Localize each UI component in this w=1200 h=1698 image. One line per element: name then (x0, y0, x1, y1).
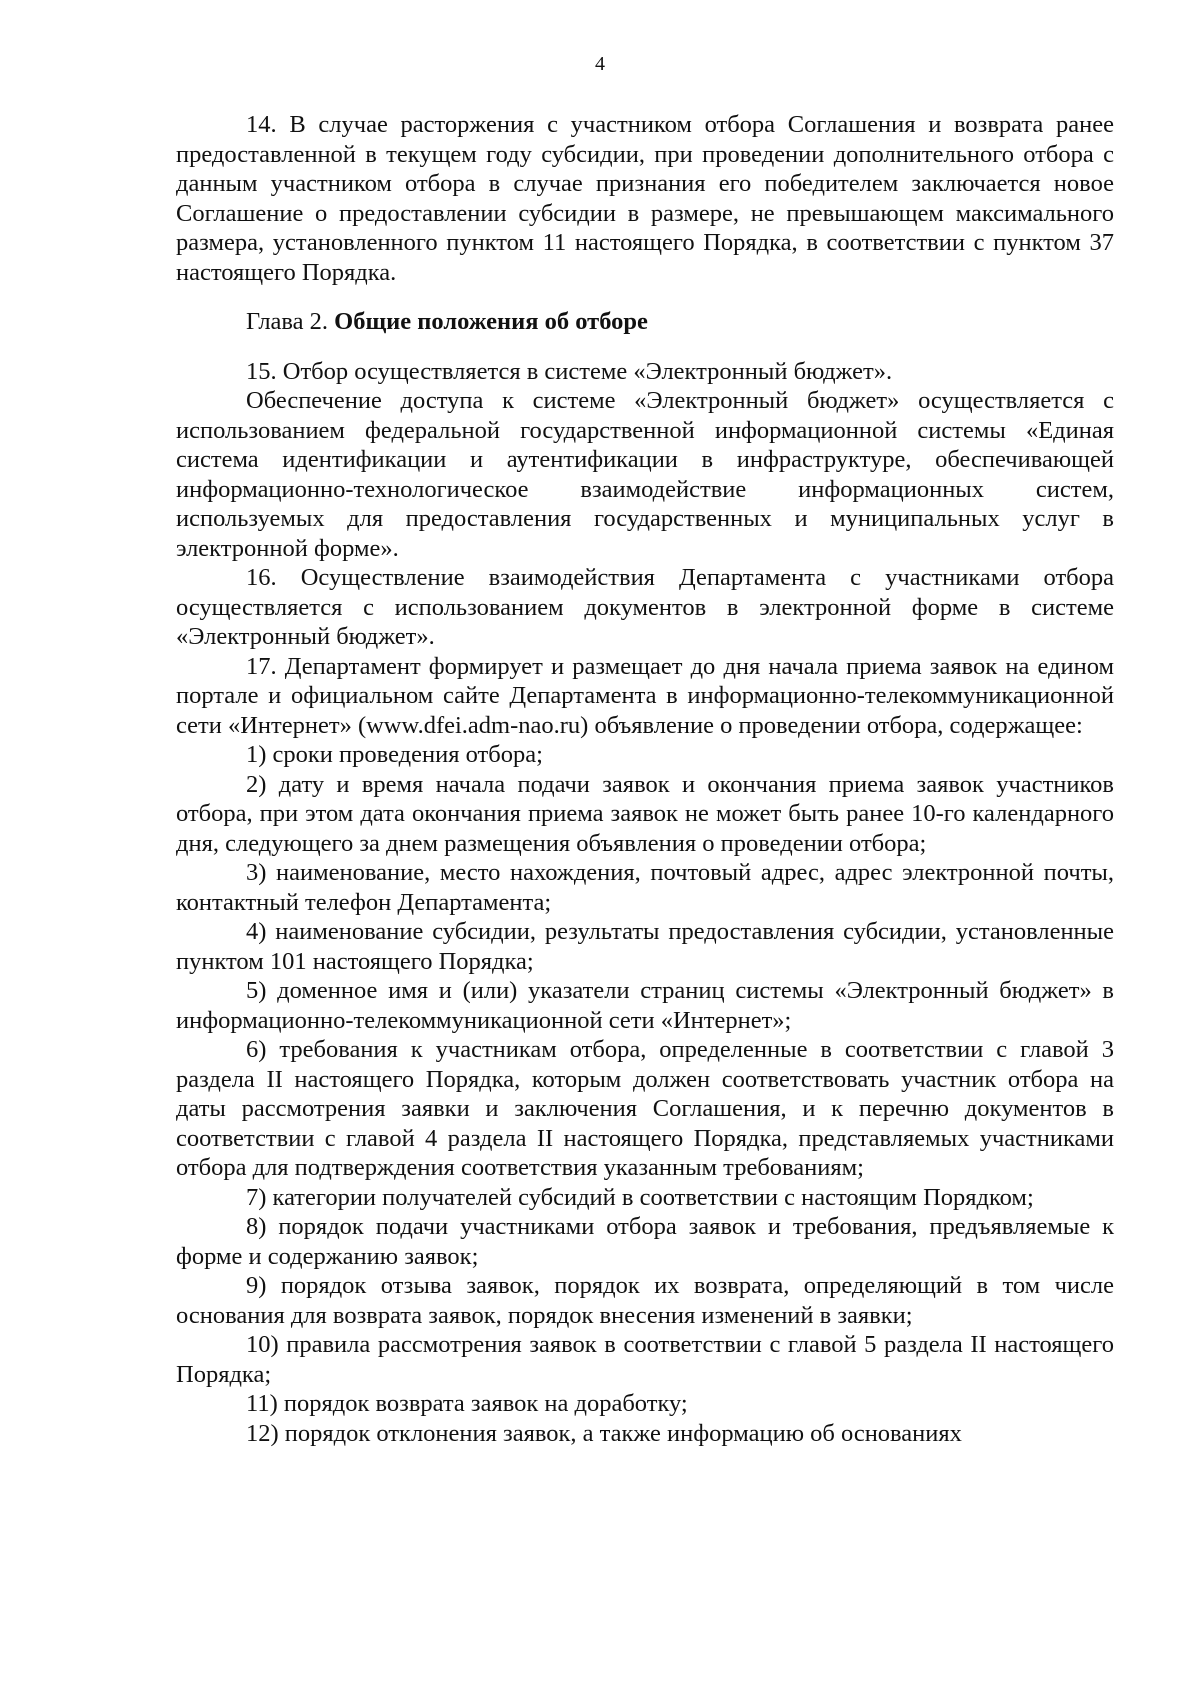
list-item-12: 12) порядок отклонения заявок, а также информацию об основаниях (246, 1419, 962, 1447)
list-item-1: 1) сроки проведения отбора; (246, 741, 543, 768)
list-item-3: 3) наименование, место нахождения, почтовый адрес, адрес электронной почты, контактный телефон Департамента; (176, 859, 1114, 916)
list-item-5: 5) доменное имя и (или) указатели страниц системы «Электронный бюджет» в информационно-телекоммуникационной сети «Интернет»; (176, 977, 1114, 1034)
paragraph-14: 14. В случае расторжения с участником отбора Соглашения и возврата ранее предоставленной в текущем году субсидии, при проведении дополнительного отбора с данным участником отбора в случае признания его победителем заключается новое Соглашение о предоставлении субсидии в размере, не превышающем максимального размера, установленного пунктом 11 настоящего Порядка, в соответствии с пунктом 37 настоящего Порядка. (176, 111, 1114, 286)
chapter-heading-prefix: Глава 2. (246, 308, 329, 335)
list-item-11: 11) порядок возврата заявок на доработку; (246, 1390, 688, 1417)
paragraph-17: 17. Департамент формирует и размещает до дня начала приема заявок на едином портале и официальном сайте Департамента в информационно-телекоммуникационной сети «Интернет» (www.dfei.adm-nao.ru) объявление о проведении отбора, содержащее: (176, 652, 1114, 739)
paragraph-15: 15. Отбор осуществляется в системе «Электронный бюджет». (246, 357, 893, 385)
list-item-9: 9) порядок отзыва заявок, порядок их возврата, определяющий в том числе основания для возврата заявок, порядок внесения изменений в заявки; (176, 1272, 1114, 1329)
list-item-6: 6) требования к участникам отбора, определенные в соответствии с главой 3 раздела II настоящего Порядка, которым должен соответствовать участник отбора на даты рассмотрения заявки и заключения Соглашения, и к перечню документов в соответствии с главой 4 раздела II настоящего Порядка, представляемых участниками отбора для подтверждения соответствия указанным требованиям; (176, 1036, 1114, 1181)
page-number: 4 (595, 53, 605, 75)
chapter-heading (176, 307, 1114, 337)
list-item-4: 4) наименование субсидии, результаты предоставления субсидии, установленные пунктом 101 настоящего Порядка; (176, 918, 1114, 975)
list-item-10: 10) правила рассмотрения заявок в соответствии с главой 5 раздела II настоящего Порядка; (176, 1331, 1114, 1388)
paragraph-16: 16. Осуществление взаимодействия Департамента с участниками отбора осуществляется с использованием документов в электронной форме в системе «Электронный бюджет». (176, 564, 1114, 650)
paragraph-access: Обеспечение доступа к системе «Электронный бюджет» осуществляется с использованием федеральной государственной информационной системы «Единая система идентификации и аутентификации в инфраструктуре, обеспечивающей информационно-технологическое взаимодействие информационных систем, используемых для предоставления государственных и муниципальных услуг в электронной форме». (176, 387, 1114, 562)
list-item-2: 2) дату и время начала подачи заявок и окончания приема заявок участников отбора, при этом дата окончания приема заявок не может быть ранее 10-го календарного дня, следующего за днем размещения объявления о проведении отбора; (176, 770, 1114, 857)
list-item-8: 8) порядок подачи участниками отбора заявок и требования, предъявляемые к форме и содержанию заявок; (176, 1213, 1114, 1270)
chapter-heading-title: Общие положения об отборе (334, 308, 648, 335)
document-body (176, 110, 1114, 1448)
list-item-7: 7) категории получателей субсидий в соответствии с настоящим Порядком; (246, 1183, 1034, 1211)
